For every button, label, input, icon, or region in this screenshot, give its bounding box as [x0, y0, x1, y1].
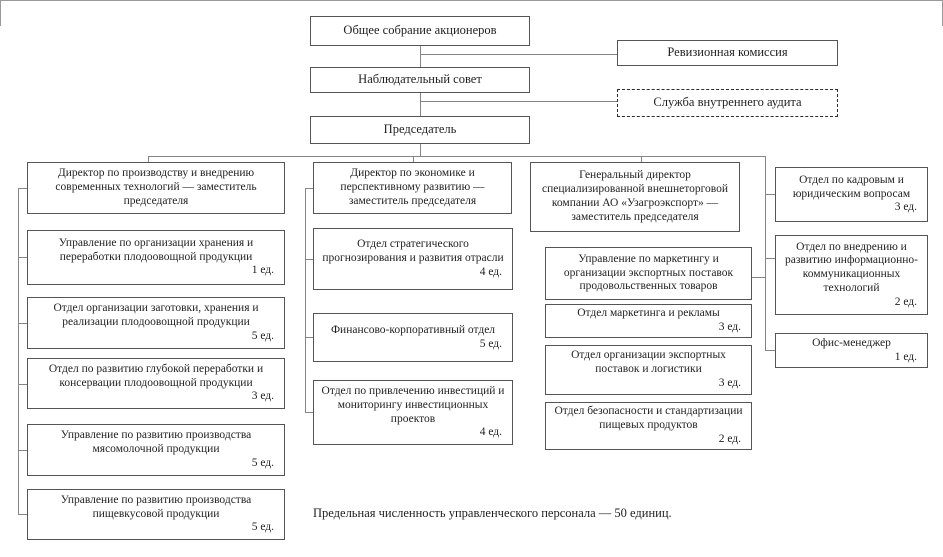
box-storage-processing-directorate: [27, 230, 285, 285]
box-ict-dept: [775, 235, 928, 315]
box-marketing-export-directorate: [545, 247, 752, 300]
box-director-production: [27, 162, 285, 214]
box-label: Отдел организации заготовки, хранения и реализации плодоовощной продукции: [53, 302, 259, 329]
box-label: Управление по маркетингу и организации экспортных поставок продовольственных товаров: [563, 252, 734, 293]
connector-v-col2-spine: [305, 188, 306, 412]
box-general-director-uzagroexport: [530, 162, 740, 232]
connector-h: [18, 384, 27, 385]
box-label: Управление по развитию производства мясомолочной продукции: [60, 429, 252, 456]
box-office-manager: [775, 333, 928, 368]
box-label: Управление по развитию производства пищевкусовой продукции: [60, 493, 252, 520]
box-deep-processing-dept: [27, 358, 285, 409]
connector-h: [18, 188, 27, 189]
frame-border-left: [0, 0, 1, 26]
connector-v: [420, 46, 421, 67]
box-label: Офис-менеджер: [812, 336, 891, 349]
connector-v-col1-spine: [18, 188, 19, 514]
connector-h: [305, 337, 313, 338]
box-label: Отдел по развитию глубокой переработки и консервации плодоовощной продукции: [48, 362, 264, 389]
connector-h: [305, 259, 313, 260]
box-label: Отдел стратегического прогнозирования и развития отрасли: [322, 238, 504, 265]
box-label: Общее собрание акционеров: [343, 23, 497, 38]
box-count: 5 ед.: [251, 329, 274, 342]
box-label: Управление по организации хранения и переработки плодоовощной продукции: [58, 236, 254, 263]
box-count: 5 ед.: [479, 337, 502, 350]
connector-h: [765, 258, 775, 259]
box-count: 3 ед.: [718, 376, 741, 389]
box-director-economics: [313, 162, 512, 214]
box-count: 1 ед.: [894, 350, 917, 363]
box-count: 5 ед.: [251, 456, 274, 469]
box-label: Ревизионная комиссия: [667, 45, 788, 60]
box-marketing-advertising-dept: [545, 304, 752, 338]
connector-h: [18, 323, 27, 324]
box-count: 1 ед.: [251, 264, 274, 277]
connector-v: [420, 93, 421, 116]
box-count: 2 ед.: [718, 432, 741, 445]
box-hr-legal-dept: [775, 167, 928, 222]
connector-h: [305, 412, 313, 413]
box-label: Председатель: [383, 122, 457, 137]
connector-h: [765, 350, 775, 351]
org-box-audit-commission: [617, 40, 838, 66]
box-investment-dept: [313, 380, 513, 445]
box-label: Финансово-корпоративный отдел: [330, 323, 496, 336]
org-box-chairman: [310, 116, 530, 144]
box-strategic-forecasting-dept: [313, 228, 513, 290]
box-label: Служба внутреннего аудита: [653, 95, 802, 110]
box-label: Отдел по внедрению и развитию информационно-коммуникационных технологий: [785, 240, 918, 294]
box-count: 3 ед.: [251, 390, 274, 403]
connector-h: [18, 514, 27, 515]
box-count: 5 ед.: [251, 521, 274, 534]
box-label: Отдел безопасности и стандартизации пищевых продуктов: [554, 405, 743, 432]
connector-h: [18, 257, 27, 258]
connector-h: [305, 188, 313, 189]
connector-h: [420, 54, 618, 55]
box-count: 2 ед.: [894, 295, 917, 308]
org-box-general-meeting: [310, 16, 530, 46]
box-food-safety-dept: [545, 402, 752, 450]
box-label: Отдел маркетинга и рекламы: [577, 307, 720, 320]
connector-h: [765, 194, 775, 195]
org-box-internal-audit-service: [617, 89, 838, 117]
connector-v: [420, 144, 421, 156]
footnote: Предельная численность управленческого персонала — 50 единиц.: [313, 506, 672, 520]
box-label: Отдел по кадровым и юридическим вопросам: [792, 173, 911, 200]
box-food-flavor-directorate: [27, 489, 285, 540]
box-label: Наблюдательный совет: [358, 72, 482, 87]
box-count: 4 ед.: [479, 426, 502, 439]
connector-h: [148, 156, 766, 157]
org-box-supervisory-board: [310, 67, 530, 93]
frame-border-top: [0, 0, 943, 1]
box-count: 3 ед.: [718, 321, 741, 333]
box-finance-corporate-dept: [313, 313, 513, 362]
box-export-logistics-dept: [545, 345, 752, 395]
box-label: Директор по производству и внедрению современных технологий — заместитель председателя: [55, 167, 257, 207]
connector-h: [18, 450, 27, 451]
box-label: Генеральный директор специализированной внешнеторговой компании АО «Узагроэкспорт» — заместитель председателя: [541, 169, 729, 223]
box-count: 3 ед.: [894, 201, 917, 214]
box-procurement-sales-dept: [27, 297, 285, 349]
connector-h-marketing: [752, 277, 765, 278]
connector-h: [420, 101, 617, 102]
connector-v-col4-spine: [765, 156, 766, 351]
box-count: 4 ед.: [479, 265, 502, 278]
box-label: Отдел организации экспортных поставок и логистики: [571, 349, 726, 376]
box-label: Директор по экономике и перспективному развитию — заместитель председателя: [340, 167, 485, 207]
box-label: Отдел по привлечению инвестиций и мониторингу инвестиционных проектов: [321, 384, 505, 425]
box-meat-dairy-directorate: [27, 424, 285, 476]
